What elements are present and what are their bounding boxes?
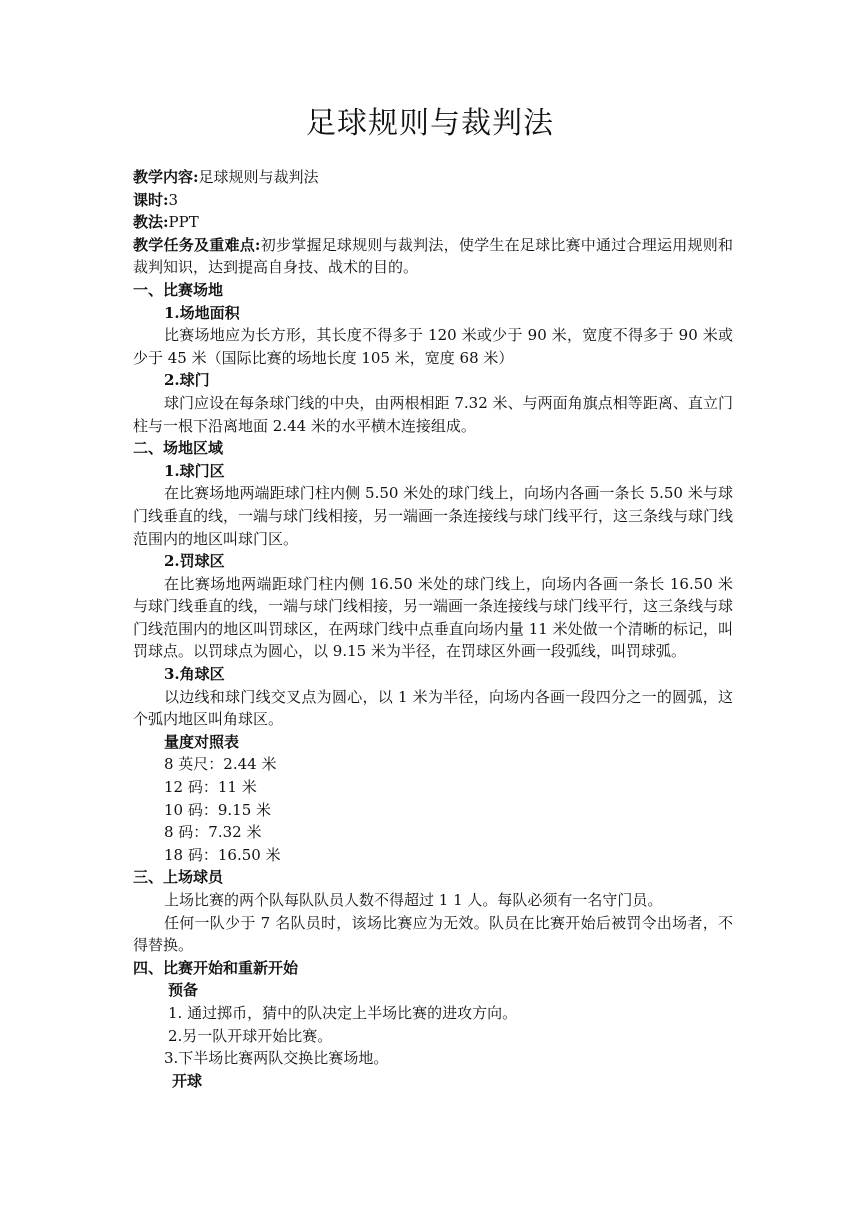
content-line [133, 166, 733, 189]
conversion-item: 12 码：11 米 [164, 778, 257, 797]
method-label: 教法: [133, 213, 169, 232]
paragraph: 任何一队少于 7 名队员时，该场比赛应为无效。队员在比赛开始后被罚令出场者，不得替换。 [133, 913, 733, 955]
task-paragraph [133, 234, 733, 279]
task-label: 教学任务及重难点: [133, 235, 261, 254]
conversion-table-heading: 量度对照表 [164, 732, 240, 751]
subsection-heading: 2.球门 [164, 371, 210, 390]
document-title: 足球规则与裁判法 [306, 106, 554, 141]
paragraph: 以边线和球门线交叉点为圆心，以 1 米为半径，向场内各画一段四分之一的圆弧，这个弧内地区叫角球区。 [133, 687, 733, 729]
subsection-heading: 2.罚球区 [164, 552, 225, 571]
section-heading: 一、比赛场地 [133, 280, 224, 299]
hours-value: 3 [168, 190, 179, 209]
subsection-heading: 预备 [168, 981, 199, 1000]
content-label: 教学内容: [133, 168, 199, 186]
list-item: 2.另一队开球开始比赛。 [168, 1026, 333, 1045]
content-value: 足球规则与裁判法 [198, 168, 319, 186]
subsection-heading: 1.球门区 [164, 461, 225, 480]
conversion-item: 8 英尺：2.44 米 [164, 755, 277, 774]
list-item: 3.下半场比赛两队交换比赛场地。 [164, 1049, 389, 1068]
subsection-heading: 3.角球区 [164, 665, 225, 684]
method-line [133, 211, 733, 234]
document-body [133, 166, 733, 1092]
paragraph: 在比赛场地两端距球门柱内侧 16.50 米处的球门线上，向场内各画一条长 16.50 米与球门线垂直的线，一端与球门线相接，另一端画一条连接线与球门线平行，这三条线与球门线范围内的地区叫罚球区，在两球门线中点垂直向场内量 11 米处做一个清晰的标记，叫罚球点。以罚球点为圆心，以 9.15 米为半径，在罚球区外画一段弧线，叫罚球弧。 [133, 574, 734, 661]
task-value: 初步掌握足球规则与裁判法，使学生在足球比赛中通过合理运用规则和裁判知识，达到提高自身技、战术的目的。 [133, 235, 733, 277]
section-heading: 二、场地区域 [133, 439, 224, 458]
list-item: 1. 通过掷币，猜中的队决定上半场比赛的进攻方向。 [168, 1003, 518, 1022]
hours-label: 课时: [133, 190, 169, 209]
section-heading: 三、上场球员 [133, 868, 224, 887]
paragraph: 在比赛场地两端距球门柱内侧 5.50 米处的球门线上，向场内各画一条长 5.50 米与球门线垂直的线，一端与球门线相接，另一端画一条连接线与球门线平行，这三条线与球门线范围内的地区叫球门区。 [133, 484, 734, 548]
paragraph: 上场比赛的两个队每队队员人数不得超过 1 1 人。每队必须有一名守门员。 [164, 891, 663, 909]
conversion-item: 8 码：7.32 米 [164, 823, 262, 842]
hours-line [133, 189, 733, 212]
subsection-heading: 开球 [172, 1071, 203, 1090]
paragraph: 比赛场地应为长方形，其长度不得多于 120 米或少于 90 米，宽度不得多于 90 米或少于 45 米（国际比赛的场地长度 105 米，宽度 68 米） [133, 326, 733, 367]
paragraph: 球门应设在每条球门线的中央，由两根相距 7.32 米、与两面角旗点相等距离、直立门柱与一根下沿离地面 2.44 米的水平横木连接组成。 [133, 393, 733, 435]
conversion-item: 10 码：9.15 米 [164, 800, 272, 819]
conversion-item: 18 码：16.50 米 [164, 845, 281, 864]
subsection-heading: 1.场地面积 [164, 303, 240, 322]
section-heading: 四、比赛开始和重新开始 [133, 958, 299, 977]
method-value: PPT [168, 213, 199, 232]
